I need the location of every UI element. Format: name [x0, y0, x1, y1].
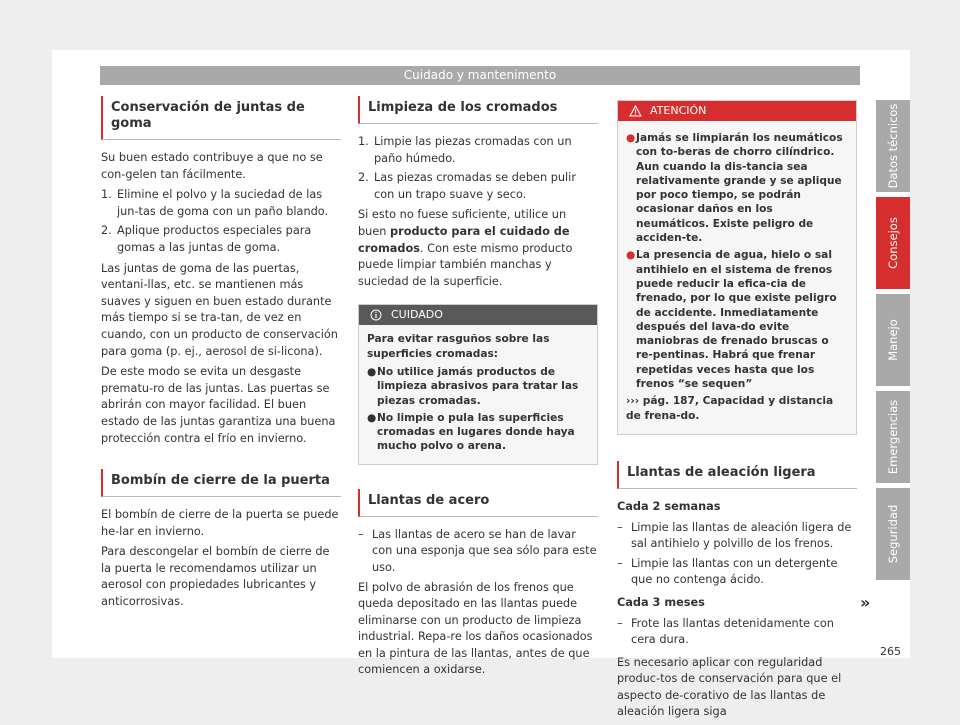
warning-box-header [618, 101, 856, 121]
column-3 [617, 100, 857, 725]
paragraph: El polvo de abrasión de los frenos que queda depositado en las llantas puede eliminarse con un producto de limpieza industrial. Repa-re los daños ocasionados en la pintura de las llantas, antes de que comiencen a oxidarse. [358, 580, 593, 677]
section-title-door-lock: Bombín de cierre de la puerta [101, 469, 341, 497]
tab-consejos[interactable]: Consejos [876, 197, 910, 289]
column-2 [358, 96, 598, 683]
paragraph: Su buen estado contribuye a que no se con-gelen tan fácilmente. [101, 151, 323, 181]
column-1 [101, 96, 341, 615]
caution-label: CUIDADO [391, 308, 443, 322]
chapter-header: Cuidado y mantenimento [100, 66, 860, 85]
caution-intro: Para evitar rasguños sobre las superficies cromadas: [367, 333, 550, 360]
section-title-alloy-rims: Llantas de aleación ligera [617, 461, 857, 489]
steps-list [101, 187, 341, 256]
caution-box [358, 304, 598, 464]
bullet-icon: ● [626, 249, 636, 262]
list-item: 2. Aplique productos especiales para gomas a las juntas de goma. [101, 224, 312, 254]
dash-item: – Frote las llantas detenidamente con cera dura. [617, 616, 834, 647]
warning-bullet: ● La presencia de agua, hielo o sal antihielo en el sistema de frenos puede reducir la efica-cia de frenado, por lo que existe peligro de accidente. Inmediatamente después del lava-do evite maniobras de frenado bruscas o re-pentinas. Habrá que frenar repetidas veces hasta que los frenos “se sequen” [626, 249, 837, 391]
tab-seguridad[interactable]: Seguridad [876, 488, 910, 580]
caution-box-header [359, 305, 597, 325]
warning-box [617, 100, 857, 435]
warning-label: ATENCIÓN [650, 104, 707, 117]
paragraph: El bombín de cierre de la puerta se puede he-lar en invierno. [101, 508, 339, 538]
caution-bullet: ● No limpie o pula las superficies cromadas en lugares donde haya mucho polvo o arena. [367, 411, 575, 453]
dash-item: – Limpie las llantas con un detergente que no contenga ácido. [617, 556, 838, 587]
steps-list [358, 134, 598, 203]
cross-reference-link[interactable]: ››› pág. 187, Capacidad y distancia de frena-do. [626, 395, 834, 422]
page-number: 265 [880, 645, 901, 658]
subheading: Cada 2 semanas [617, 499, 721, 513]
continued-arrow-icon: » [860, 593, 871, 612]
paragraph: Si esto no fuese suficiente, utilice un buen producto para el cuidado de cromados. Con este mismo producto puede limpiar también manchas y suciedad de la superficie. [358, 208, 573, 288]
bullet-icon: ● [367, 411, 377, 424]
paragraph: Para descongelar el bombín de cierre de la puerta le recomendamos utilizar un aerosol con propiedades lubricantes y anticorrosivas. [101, 545, 330, 609]
section-title-rubber-seals: Conservación de juntas de goma [101, 96, 341, 140]
warning-box-body [618, 121, 856, 434]
bullet-icon: ● [367, 365, 377, 378]
caution-box-body [359, 325, 597, 463]
list-item: 1. Limpie las piezas cromadas con un paño húmedo. [358, 135, 572, 165]
tab-datos-tecnicos[interactable]: Datos técnicos [876, 100, 910, 192]
list-item: 1. Elimine el polvo y la suciedad de las jun-tas de goma con un paño blando. [101, 188, 329, 218]
tab-emergencias[interactable]: Emergencias [876, 391, 910, 483]
section-title-chrome: Limpieza de los cromados [358, 96, 598, 124]
tab-manejo[interactable]: Manejo [876, 294, 910, 386]
section-title-steel-rims: Llantas de acero [358, 489, 598, 517]
list-item: 2. Las piezas cromadas se deben pulir con un trapo suave y seco. [358, 171, 576, 201]
bullet-icon: ● [626, 132, 636, 144]
warning-triangle-icon [628, 104, 642, 118]
warning-bullet: ● Jamás se limpiarán los neumáticos con to-beras de chorro cilíndrico. Aun cuando la dis-tancia sea relativamente grande y se aplique por poco tiempo, se podrán ocasionar daños en los neumáticos. Existe peligro de acciden-te. [626, 132, 843, 245]
paragraph: Las juntas de goma de las puertas, ventani-llas, etc. se mantienen más suaves y siguen en buen estado durante más tiempo si se tra-tan, de vez en cuando, con un producto de conservación para goma (p. ej., aerosol de si-licona). [101, 261, 338, 358]
paragraph: Es necesario aplicar con regularidad produc-tos de conservación para que el aspecto de-corativo de las llantas de aleación ligera siga [617, 655, 842, 719]
caution-bullet: ● No utilice jamás productos de limpieza abrasivos para tratar las piezas cromadas. [367, 365, 579, 407]
subheading: Cada 3 meses [617, 595, 705, 609]
dash-item: – Las llantas de acero se han de lavar con una esponja que sea sólo para este uso. [358, 527, 597, 574]
paragraph: De este modo se evita un desgaste prematu-ro de las juntas. Las puertas se abrirán con mayor facilidad. El buen estado de las juntas garantiza una buena protección contra el frío en invierno. [101, 365, 336, 445]
info-circle-icon [369, 308, 383, 322]
dash-item: – Limpie las llantas de aleación ligera de sal antihielo y polvillo de los frenos. [617, 520, 852, 551]
